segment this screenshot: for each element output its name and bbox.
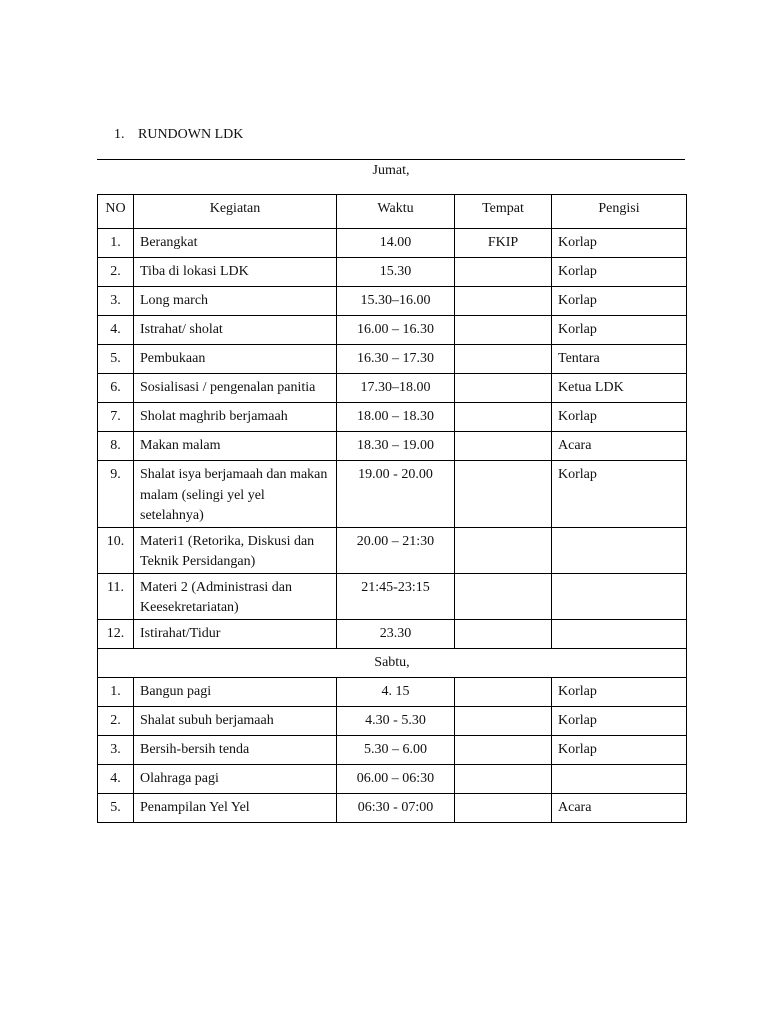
cell-waktu: 23.30	[337, 619, 455, 648]
section-heading	[114, 127, 243, 143]
cell-kegiatan: Materi 2 (Administrasi dan Keesekretariatan)	[134, 573, 337, 619]
cell-waktu: 06.00 – 06:30	[337, 764, 455, 793]
cell-pengisi: Korlap	[552, 316, 687, 345]
cell-no: 2.	[98, 258, 134, 287]
cell-kegiatan: Istirahat/Tidur	[134, 619, 337, 648]
cell-pengisi	[552, 527, 687, 573]
cell-waktu: 19.00 - 20.00	[337, 461, 455, 528]
cell-waktu: 06:30 - 07:00	[337, 793, 455, 822]
cell-waktu: 15.30	[337, 258, 455, 287]
cell-tempat	[455, 432, 552, 461]
cell-waktu: 21:45-23:15	[337, 573, 455, 619]
cell-pengisi: Korlap	[552, 287, 687, 316]
cell-kegiatan: Makan malam	[134, 432, 337, 461]
table-row	[98, 527, 687, 573]
table-row	[98, 793, 687, 822]
rundown-table	[97, 194, 687, 823]
cell-tempat	[455, 735, 552, 764]
cell-kegiatan: Istrahat/ sholat	[134, 316, 337, 345]
cell-waktu: 5.30 – 6.00	[337, 735, 455, 764]
cell-tempat	[455, 345, 552, 374]
cell-waktu: 16.30 – 17.30	[337, 345, 455, 374]
cell-pengisi	[552, 619, 687, 648]
table-row	[98, 735, 687, 764]
cell-tempat	[455, 527, 552, 573]
cell-pengisi	[552, 764, 687, 793]
table-row	[98, 619, 687, 648]
cell-no: 8.	[98, 432, 134, 461]
cell-pengisi: Tentara	[552, 345, 687, 374]
cell-no: 5.	[98, 345, 134, 374]
cell-waktu: 4.30 - 5.30	[337, 706, 455, 735]
day-label-sabtu: Sabtu,	[98, 648, 687, 677]
cell-tempat	[455, 461, 552, 528]
cell-no: 9.	[98, 461, 134, 528]
cell-tempat	[455, 573, 552, 619]
cell-kegiatan: Olahraga pagi	[134, 764, 337, 793]
cell-pengisi: Acara	[552, 793, 687, 822]
table-row	[98, 345, 687, 374]
cell-kegiatan: Berangkat	[134, 229, 337, 258]
cell-no: 3.	[98, 287, 134, 316]
cell-waktu: 18.00 – 18.30	[337, 403, 455, 432]
table-row	[98, 706, 687, 735]
cell-tempat	[455, 706, 552, 735]
cell-tempat: FKIP	[455, 229, 552, 258]
cell-no: 12.	[98, 619, 134, 648]
cell-kegiatan: Sholat maghrib berjamaah	[134, 403, 337, 432]
header-no: NO	[98, 195, 134, 229]
day-label-jumat: Jumat,	[372, 163, 410, 178]
cell-kegiatan: Shalat subuh berjamaah	[134, 706, 337, 735]
cell-pengisi	[552, 573, 687, 619]
table-row	[98, 287, 687, 316]
cell-no: 11.	[98, 573, 134, 619]
cell-pengisi: Korlap	[552, 229, 687, 258]
day-row-sabtu	[98, 648, 687, 677]
cell-tempat	[455, 258, 552, 287]
cell-pengisi: Korlap	[552, 706, 687, 735]
table-row	[98, 573, 687, 619]
cell-waktu: 15.30–16.00	[337, 287, 455, 316]
table-row	[98, 432, 687, 461]
cell-no: 4.	[98, 316, 134, 345]
top-rule	[97, 159, 685, 160]
cell-pengisi: Ketua LDK	[552, 374, 687, 403]
cell-waktu: 14.00	[337, 229, 455, 258]
cell-pengisi: Korlap	[552, 258, 687, 287]
cell-tempat	[455, 287, 552, 316]
cell-tempat	[455, 403, 552, 432]
cell-tempat	[455, 316, 552, 345]
cell-kegiatan: Pembukaan	[134, 345, 337, 374]
cell-no: 2.	[98, 706, 134, 735]
header-kegiatan: Kegiatan	[134, 195, 337, 229]
cell-no: 6.	[98, 374, 134, 403]
cell-pengisi: Korlap	[552, 403, 687, 432]
cell-kegiatan: Materi1 (Retorika, Diskusi dan Teknik Persidangan)	[134, 527, 337, 573]
cell-kegiatan: Shalat isya berjamaah dan makan malam (selingi yel yel setelahnya)	[134, 461, 337, 528]
cell-tempat	[455, 764, 552, 793]
cell-tempat	[455, 677, 552, 706]
cell-no: 3.	[98, 735, 134, 764]
cell-no: 1.	[98, 229, 134, 258]
table-row	[98, 374, 687, 403]
cell-pengisi: Acara	[552, 432, 687, 461]
cell-no: 5.	[98, 793, 134, 822]
cell-waktu: 16.00 – 16.30	[337, 316, 455, 345]
cell-tempat	[455, 374, 552, 403]
cell-waktu: 20.00 – 21:30	[337, 527, 455, 573]
header-pengisi: Pengisi	[552, 195, 687, 229]
cell-no: 7.	[98, 403, 134, 432]
cell-waktu: 18.30 – 19.00	[337, 432, 455, 461]
cell-kegiatan: Bangun pagi	[134, 677, 337, 706]
table-header-row	[98, 195, 687, 229]
table-row	[98, 258, 687, 287]
cell-pengisi: Korlap	[552, 735, 687, 764]
cell-kegiatan: Penampilan Yel Yel	[134, 793, 337, 822]
cell-kegiatan: Bersih-bersih tenda	[134, 735, 337, 764]
section-title: RUNDOWN LDK	[138, 127, 244, 142]
table-row	[98, 677, 687, 706]
cell-waktu: 17.30–18.00	[337, 374, 455, 403]
cell-no: 1.	[98, 677, 134, 706]
table-row	[98, 764, 687, 793]
table-row	[98, 229, 687, 258]
cell-tempat	[455, 619, 552, 648]
section-number: 1.	[114, 127, 125, 142]
table-row	[98, 403, 687, 432]
cell-kegiatan: Long march	[134, 287, 337, 316]
cell-kegiatan: Sosialisasi / pengenalan panitia	[134, 374, 337, 403]
header-waktu: Waktu	[337, 195, 455, 229]
cell-kegiatan: Tiba di lokasi LDK	[134, 258, 337, 287]
cell-pengisi: Korlap	[552, 461, 687, 528]
cell-no: 4.	[98, 764, 134, 793]
cell-waktu: 4. 15	[337, 677, 455, 706]
table-row	[98, 316, 687, 345]
cell-pengisi: Korlap	[552, 677, 687, 706]
cell-no: 10.	[98, 527, 134, 573]
cell-tempat	[455, 793, 552, 822]
header-tempat: Tempat	[455, 195, 552, 229]
table-row	[98, 461, 687, 528]
